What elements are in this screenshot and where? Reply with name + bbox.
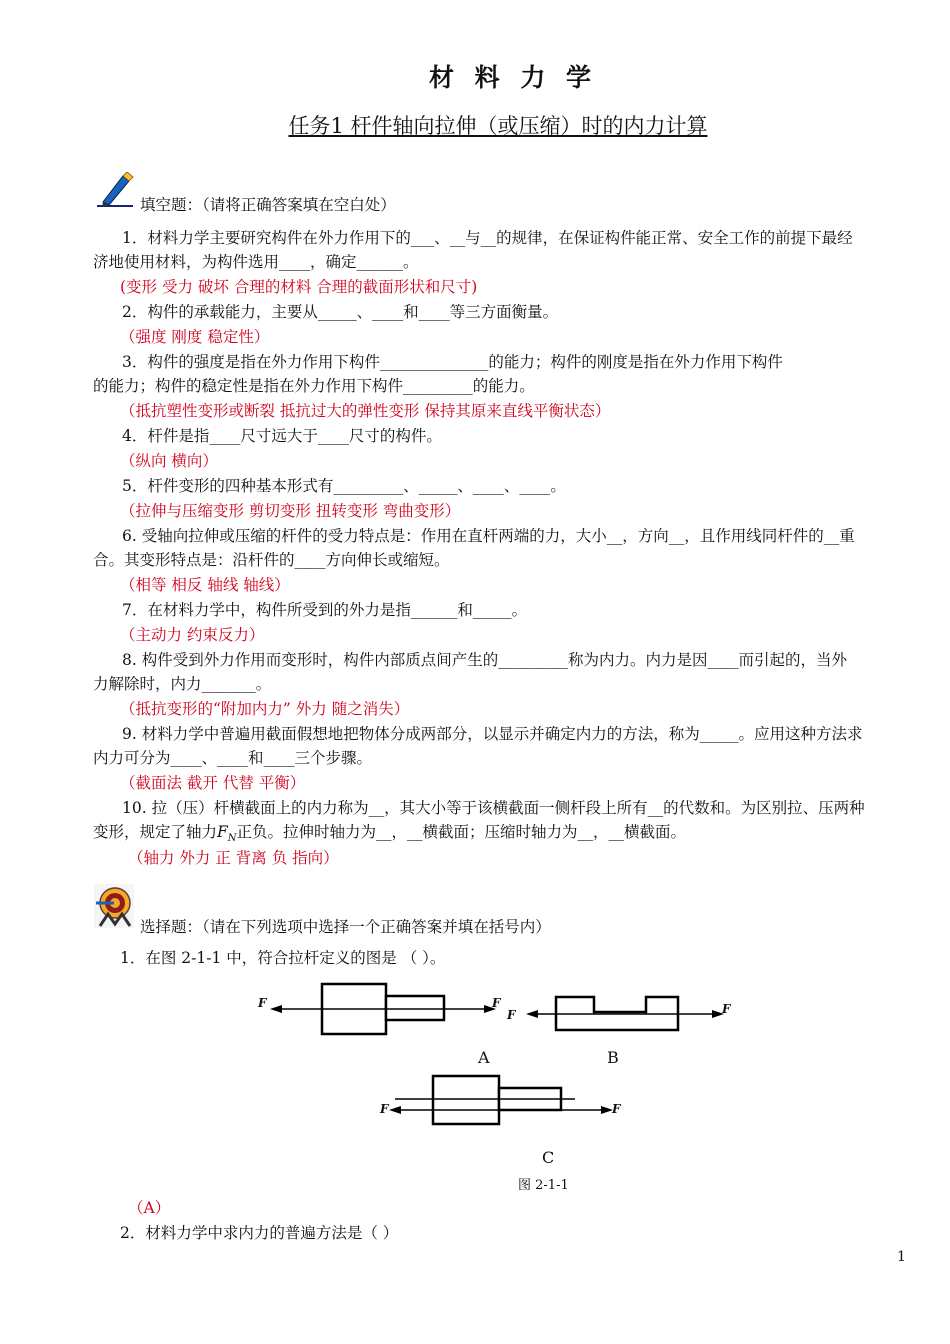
answer-4: （纵向 横向） bbox=[120, 452, 218, 470]
answer-7: （主动力 约束反力） bbox=[120, 626, 265, 644]
figure-c-label: C bbox=[542, 1148, 555, 1167]
answer-9: （截面法 截开 代替 平衡） bbox=[120, 774, 306, 792]
figure-a-force-left: F bbox=[258, 996, 267, 1010]
figure-a-drawing bbox=[258, 978, 508, 1040]
answer-3: （抵抗塑性变形或断裂 抵抗过大的弹性变形 保持其原来直线平衡状态） bbox=[120, 402, 611, 420]
question-3-line-2: 的能力；构件的稳定性是指在外力作用下构件_________的能力。 bbox=[93, 377, 535, 395]
figure-b-drawing bbox=[518, 992, 738, 1040]
figure-a-label: A bbox=[478, 1048, 490, 1067]
answer-10: （轴力 外力 正 背离 负 指向） bbox=[128, 849, 339, 867]
question-10-text-after: 正负。拉伸时轴力为__，__横截面；压缩时轴力为__，__横截面。 bbox=[236, 823, 687, 841]
question-4: 4．杆件是指____尺寸远大于____尺寸的构件。 bbox=[122, 427, 442, 445]
question-6-line-2: 合。其变形特点是：沿杆件的____方向伸长或缩短。 bbox=[93, 551, 450, 569]
question-1-line-2: 济地使用材料，为构件选用____，确定______。 bbox=[93, 253, 419, 271]
figure-c-drawing bbox=[385, 1072, 620, 1128]
figure-c-force-left: F bbox=[380, 1102, 389, 1116]
question-6-line-1: 6. 受轴向拉伸或压缩的杆件的受力特点是：作用在直杆两端的力，大小__，方向__，且作用线同杆件的__重 bbox=[122, 527, 855, 545]
figure-c-force-right: F bbox=[612, 1102, 621, 1116]
choice-question-1: 1．在图 2-1-1 中，符合拉杆定义的图是 （ ）。 bbox=[120, 949, 446, 967]
figure-a-force-right: F bbox=[492, 996, 501, 1010]
choice-section-header: 选择题：（请在下列选项中选择一个正确答案并填在括号内） bbox=[140, 918, 551, 936]
document-title: 材 料 力 学 bbox=[428, 63, 598, 92]
question-5: 5．杆件变形的四种基本形式有_________、_____、____、____。 bbox=[122, 477, 566, 495]
answer-5: （拉伸与压缩变形 剪切变形 扭转变形 弯曲变形） bbox=[120, 502, 461, 520]
pen-icon bbox=[95, 172, 135, 210]
answer-2: （强度 刚度 稳定性） bbox=[120, 328, 270, 346]
target-icon bbox=[94, 884, 134, 928]
figure-b-force-left: F bbox=[507, 1008, 516, 1022]
figure-b-force-right: F bbox=[722, 1002, 731, 1016]
question-9-line-1: 9. 材料力学中普遍用截面假想地把物体分成两部分，以显示并确定内力的方法，称为_____。应用这种方法求 bbox=[122, 725, 863, 743]
question-8-line-2: 力解除时，内力_______。 bbox=[93, 675, 272, 693]
axial-force-subscript: N bbox=[227, 833, 237, 845]
choice-question-2: 2．材料力学中求内力的普遍方法是（ ） bbox=[120, 1224, 399, 1242]
question-10-text-before: 变形，规定了轴力 bbox=[93, 823, 218, 841]
document-subtitle: 任务1 杆件轴向拉伸（或压缩）时的内力计算 bbox=[288, 114, 708, 138]
fill-in-section-header: 填空题：（请将正确答案填在空白处） bbox=[140, 196, 396, 214]
question-3-line-1: 3．构件的强度是指在外力作用下构件______________的能力；构件的刚度是指在外力作用下构件 bbox=[122, 353, 783, 371]
axial-force-symbol: F bbox=[217, 823, 228, 841]
answer-6: （相等 相反 轴线 轴线） bbox=[120, 576, 290, 594]
question-7: 7．在材料力学中，构件所受到的外力是指______和_____。 bbox=[122, 601, 528, 619]
choice-answer-1: （A） bbox=[128, 1199, 171, 1217]
page-number: 1 bbox=[897, 1249, 906, 1265]
question-10-line-1: 10. 拉（压）杆横截面上的内力称为__，其大小等于该横截面一侧杆段上所有__的代数和。为区别拉、压两种 bbox=[122, 799, 865, 817]
figure-b-label: B bbox=[607, 1048, 619, 1067]
figure-caption: 图 2-1-1 bbox=[518, 1178, 569, 1193]
question-8-line-1: 8. 构件受到外力作用而变形时，构件内部质点间产生的_________称为内力。内力是因____而引起的，当外 bbox=[122, 651, 847, 669]
question-2: 2．构件的承载能力，主要从_____、____和____等三方面衡量。 bbox=[122, 303, 559, 321]
answer-8: （抵抗变形的“附加内力” 外力 随之消失） bbox=[120, 700, 410, 718]
question-9-line-2: 内力可分为____、____和____三个步骤。 bbox=[93, 749, 373, 767]
answer-1: (变形 受力 破坏 合理的材料 合理的截面形状和尺寸) bbox=[120, 278, 478, 296]
question-1-line-1: 1．材料力学主要研究构件在外力作用下的___、__与__的规律，在保证构件能正常、安全工作的前提下最经 bbox=[122, 229, 853, 247]
